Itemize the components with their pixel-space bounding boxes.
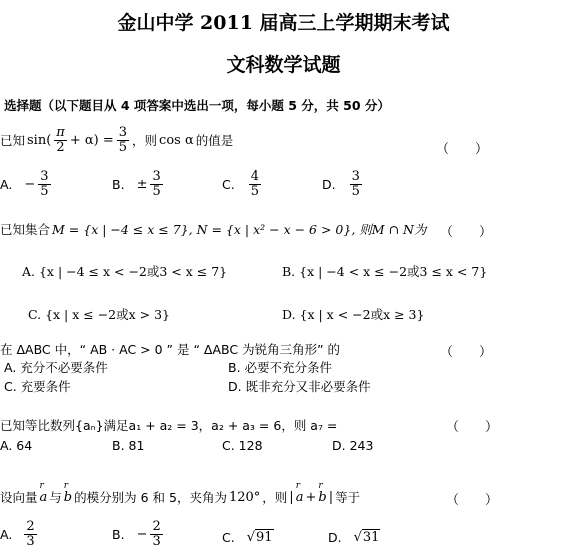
q5-vector-b [63,480,73,505]
q1-opt-b-den: 5 [152,183,161,199]
q1-opt-a-den: 5 [40,183,49,199]
q5-vector-a-arrow-icon: r [39,480,44,491]
q5-vector-a [39,480,48,505]
q5-option-b [112,520,164,548]
q5-opt-b-den: 3 [152,533,161,549]
question-1-stem [0,126,233,154]
q1-opt-d-label: D. [322,176,336,192]
q1-tail: ，则 [132,133,158,149]
q1-sin: sin( [27,132,52,148]
q5-opt-a-label: A. [0,526,13,542]
q5-plus: + [305,489,317,505]
q5-abs-left: | [289,489,294,505]
q5-opt-c-radicand: 91 [256,530,273,545]
question-4-stem: 已知等比数列{aₙ}满足a₁ + a₂ = 3，a₂ + a₃ = 6，则 a₇ = [0,418,338,433]
q1-five: 5 [118,139,128,155]
q2-option-a: A. {x | −4 ≤ x < −2或3 < x ≤ 7} [22,264,228,279]
q5-stem-c: 的模分别为 6 和 5，夹角为 [74,490,227,505]
q5-opt-b-sign: − [136,526,148,542]
q5-vector-b-sum [318,480,327,505]
q1-opt-a-frac [38,170,50,198]
q5-angle: 120° [228,489,261,505]
q5-vector-a-letter: a [39,489,48,505]
q5-stem-d: ，则 [262,490,288,505]
q5-option-a [0,520,38,548]
q5-vector-b-arrow-icon: r [63,480,69,491]
q5-opt-b-frac [150,520,162,548]
q3-option-d: D. 既非充分又非必要条件 [228,379,371,394]
section-heading: 选择题（以下题目从 4 项答案中选出一项，每小题 5 分，共 50 分） [4,98,390,113]
q4-option-a: A. 64 [0,438,33,453]
q4-option-b: B. 81 [112,438,145,453]
q1-opt-c-frac [249,170,261,198]
q5-abs-right: | [328,489,334,505]
q1-opt-b-num: 3 [152,169,161,184]
q1-option-a [0,170,52,198]
q5-opt-b-label: B. [112,526,125,542]
q1-opt-c-num: 4 [250,169,259,184]
q5-answer-paren: （ ） [446,493,499,508]
q5-stem-a: 设向量 [0,490,38,505]
q4-option-c: C. 128 [222,438,263,453]
q5-opt-d-radicand: 31 [362,530,380,545]
q1-option-b [112,170,164,198]
q1-cos: cos α [159,132,194,148]
q1-opt-b-frac [150,170,162,198]
question-2-stem [0,220,426,238]
q1-opt-b-sign: ± [136,176,148,192]
q1-opt-b-label: B. [112,176,125,192]
q1-three: 3 [118,125,128,140]
q1-opt-a-sign: − [24,176,36,192]
q1-three-fifths [117,126,129,154]
q5-opt-d-sqrt-sign: √ [353,530,362,545]
q1-opt-d-den: 5 [351,183,360,199]
q1-opt-c-label: C. [222,176,235,192]
q5-opt-d-label: D. [328,530,342,545]
q5-vector-a-sum [295,480,304,505]
q5-opt-c-label: C. [222,530,235,545]
q3-answer-paren: （ ） [440,345,493,360]
q2-answer-paren: （ ） [440,225,493,240]
q5-option-c [222,530,274,545]
q1-tail2: 的值是 [195,133,234,149]
q2-stem-math: M = {x | −4 ≤ x ≤ 7}, N = {x | x² − x − 6 > 0}, 则M ∩ N为 [52,222,427,237]
q1-plus-alpha: + α) = [69,132,114,148]
q1-opt-a-num: 3 [40,169,49,184]
q5-opt-c-sqrt [247,530,274,545]
q5-opt-a-den: 3 [26,533,35,549]
q1-answer-paren: （ ） [436,142,489,157]
q2-option-b: B. {x | −4 < x ≤ −2或3 ≤ x < 7} [282,264,488,279]
q1-opt-d-num: 3 [351,169,360,184]
q5-opt-a-num: 2 [26,519,35,534]
page-subtitle: 文科数学试题 [226,54,341,76]
q1-option-d [322,170,363,198]
q5-opt-d-sqrt [354,530,381,545]
question-5-stem [0,480,361,506]
q4-option-d: D. 243 [332,438,374,453]
q1-opt-a-label: A. [0,176,13,192]
q3-option-b: B. 必要不充分条件 [228,360,333,375]
q1-two: 2 [56,139,65,155]
q5-vector-a-sum-letter: a [295,489,304,505]
q3-option-a: A. 充分不必要条件 [4,360,108,375]
question-3-stem: 在 ΔABC 中，“ AB · AC > 0 ” 是 “ ΔABC 为锐角三角形” 的 [0,342,341,357]
q5-stem-b: 与 [49,490,62,505]
q5-opt-b-num: 2 [152,519,161,534]
q1-opt-c-den: 5 [250,183,259,199]
page-title: 金山中学 2011 届高三上学期期末考试 [117,12,450,34]
q1-opt-d-frac [350,170,362,198]
q2-option-c: C. {x | x ≤ −2或x > 3} [28,307,170,322]
q2-stem-lead: 已知集合 [0,222,51,237]
q5-stem-e: 等于 [335,490,361,505]
q1-pi-over-2 [54,126,67,154]
q5-opt-c-sqrt-sign: √ [246,530,255,545]
q5-option-d [328,530,380,545]
q5-vector-b-sum-letter: b [318,489,327,505]
q5-opt-a-frac [24,520,36,548]
q1-lead: 已知 [0,133,26,149]
q1-pi: π [56,125,65,140]
q2-option-d: D. {x | x < −2或x ≥ 3} [282,307,425,322]
q1-option-c [222,170,262,198]
q3-option-c: C. 充要条件 [4,379,71,394]
q5-vector-a-sum-arrow-icon: r [295,480,300,491]
q5-vector-b-sum-arrow-icon: r [318,480,323,491]
q4-answer-paren: （ ） [446,420,499,435]
q5-vector-b-letter: b [63,489,73,505]
